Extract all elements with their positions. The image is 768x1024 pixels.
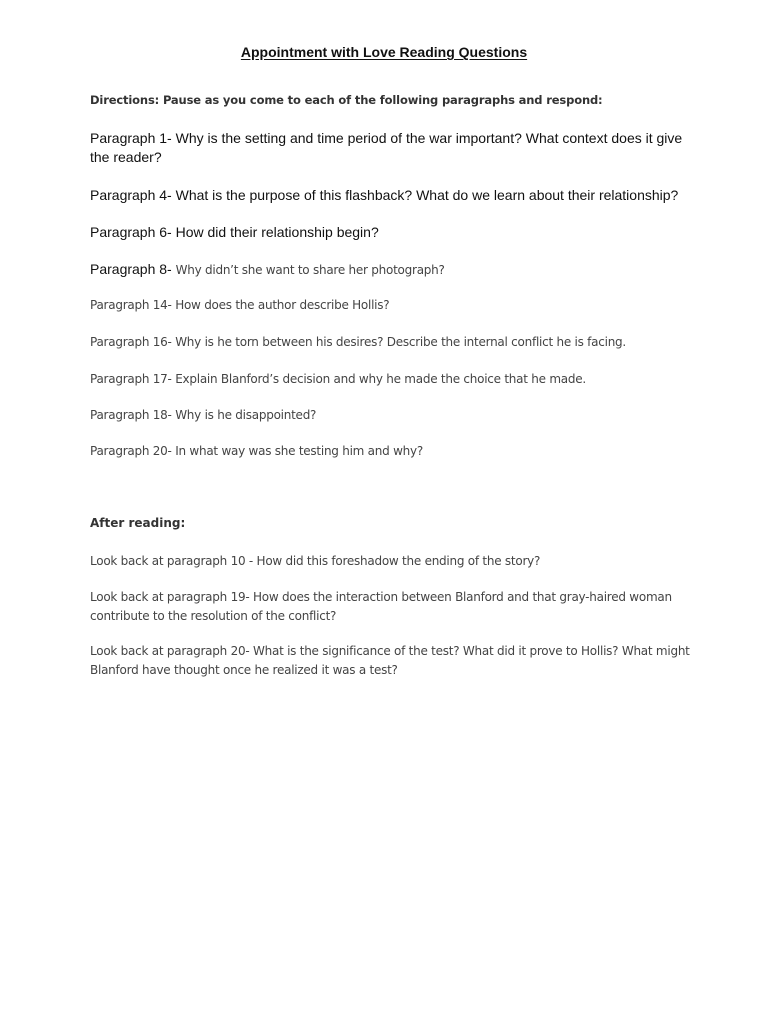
question-paragraph-1: Paragraph 1- Why is the setting and time period of the war important? What context does it give the reader? (90, 130, 683, 165)
question-paragraph-14: Paragraph 14- How does the author describe Hollis? (90, 298, 390, 312)
directions-text: Directions: Pause as you come to each of the following paragraphs and respond: (90, 93, 603, 107)
question-paragraph-20: Paragraph 20- In what way was she testing him and why? (90, 444, 423, 458)
paragraph-8-label: Paragraph 8- (90, 261, 176, 277)
question-paragraph-18: Paragraph 18- Why is he disappointed? (90, 408, 317, 422)
question-paragraph-17: Paragraph 17- Explain Blanford’s decision and why he made the choice that he made. (90, 372, 586, 386)
question-paragraph-6: Paragraph 6- How did their relationship begin? (90, 224, 379, 240)
question-paragraph-4: Paragraph 4- What is the purpose of this flashback? What do we learn about their relationship? (90, 187, 679, 203)
question-paragraph-16: Paragraph 16- Why is he torn between his desires? Describe the internal conflict he is facing. (90, 335, 626, 349)
question-look-back-20: Look back at paragraph 20- What is the significance of the test? What did it prove to Hollis? What might Blanford have thought once he realized it was a test? (90, 644, 690, 677)
question-look-back-19: Look back at paragraph 19- How does the interaction between Blanford and that gray-haired woman contribute to the resolution of the conflict? (90, 590, 672, 623)
after-reading-heading: After reading: (90, 516, 186, 530)
question-look-back-10: Look back at paragraph 10 - How did this foreshadow the ending of the story? (90, 554, 541, 568)
document-title: Appointment with Love Reading Questions (240, 44, 528, 60)
paragraph-8-question: Why didn’t she want to share her photograph? (175, 263, 445, 277)
question-paragraph-8 (90, 260, 690, 280)
